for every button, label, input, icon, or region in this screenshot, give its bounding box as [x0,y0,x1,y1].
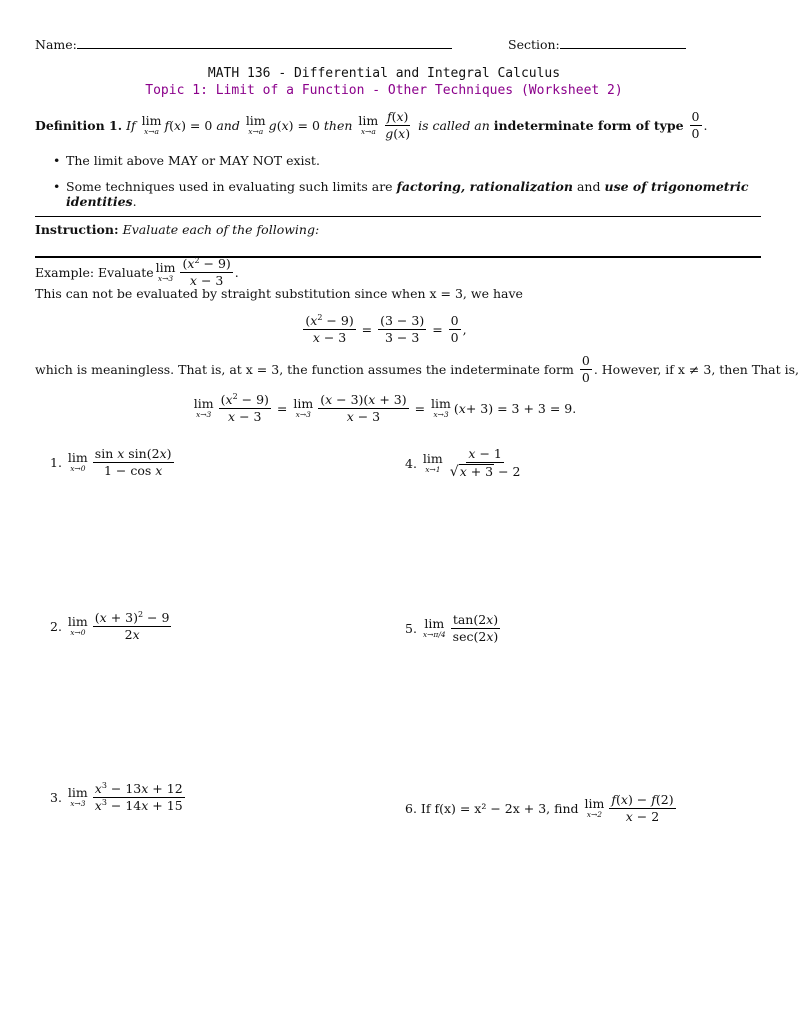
instruction-label: Instruction: [35,222,119,237]
example-factoring: lim x→3 $\frac{(x^2 - 9)}{x - 3}$ = lim x→3 $\frac{(x - 3)(x + 3)}{x - 3}$ = lim x→3 ( x + 3) = 3 + 3 = 9. [193,391,577,424]
lim-g-expression: lim x→a g ( x ) = 0 [245,112,320,136]
bullet-icon: • [53,179,61,194]
definition: Definition 1. If lim x→a f ( x ) = 0 and lim x→a g ( x ) = 0 then lim x→a $\frac{f(x)}{g(x)}$ is called an indeterminate form of type $\frac{0}{0}$ . [35,108,708,141]
course-title: MATH 136 - Differential and Integral Calculus [207,66,561,81]
lim-fg-expression: lim x→a $\frac{f(x)}{g(x)}$ [358,108,411,141]
divider-top [35,216,761,217]
example-limit: lim x→3 $\frac{(x^2 - 9)}{x - 3}$ . [155,255,239,288]
zero-over-zero: $\frac{0}{0}$ [691,108,700,141]
section-label: Section: [508,37,560,52]
bullet-item: • The limit above MAY or MAY NOT exist. [53,153,320,168]
name-label: Name: [35,37,77,52]
definition-if: If [126,117,136,133]
section-field [508,37,686,52]
example-line3: which is meaningless. That is, at x = 3, the function assumes the indeterminate form $\frac{0}{0}$ . However, if x ≠ 3, then That is, [35,352,799,385]
technique-bullets [35,153,768,220]
name-field [35,37,452,52]
example-lead: Example: Evaluate lim x→3 $\frac{(x^2 - 9)}{x - 3}$ . [35,255,239,288]
problem-6: 6. If f(x) = x² − 2x + 3, find lim x→2 $\frac{f(x) - f(2)}{x - 2}$ [405,791,674,824]
problem-5: 5. lim x→π/4 $\frac{\tan(2x)}{\sec(2x)}$ [405,611,499,644]
definition-label: Definition 1. [35,117,123,133]
bullet-item: • Some techniques used in evaluating such limits are factoring, rationalization and use of trigonometric identities. [53,179,749,209]
lim-f-expression: lim x→a f ( x ) = 0 [141,112,213,136]
topic-title: Topic 1: Limit of a Function - Other Techniques (Worksheet 2) [145,83,623,98]
instruction-text: Evaluate each of the following: [122,222,320,237]
definition-called: is called an [418,117,490,133]
problem-1: 1. lim x→0 $\frac{\text{sin x sin(2x)}}{\text{1 − cos x}}$ [50,445,172,478]
definition-term: indeterminate form of type [493,117,684,133]
example-substitution: $\frac{(x^2 - 9)}{x - 3}$ = $\frac{(3 - 3)}{3 - 3}$ = $\frac{0}{0}$ , [305,312,467,345]
name-blank-line[interactable] [77,48,452,49]
definition-then: then [323,117,353,133]
problem-4: 4. lim x→1 x − 1 √ x + 3 − 2 [405,446,521,480]
instruction [35,222,319,237]
definition-and: and [216,117,240,133]
problem-3: 3. lim x→3 $\frac{x^3 - 13x + 12}{x^3 - 14x + 15}$ [50,780,183,813]
section-blank-line[interactable] [560,48,686,49]
example-line2: This can not be evaluated by straight substitution since when x = 3, we have [35,286,523,301]
problem-2: 2. lim x→0 $\frac{(x + 3)^2 - 9}{2x}$ [50,609,170,642]
bullet-icon: • [53,153,61,168]
